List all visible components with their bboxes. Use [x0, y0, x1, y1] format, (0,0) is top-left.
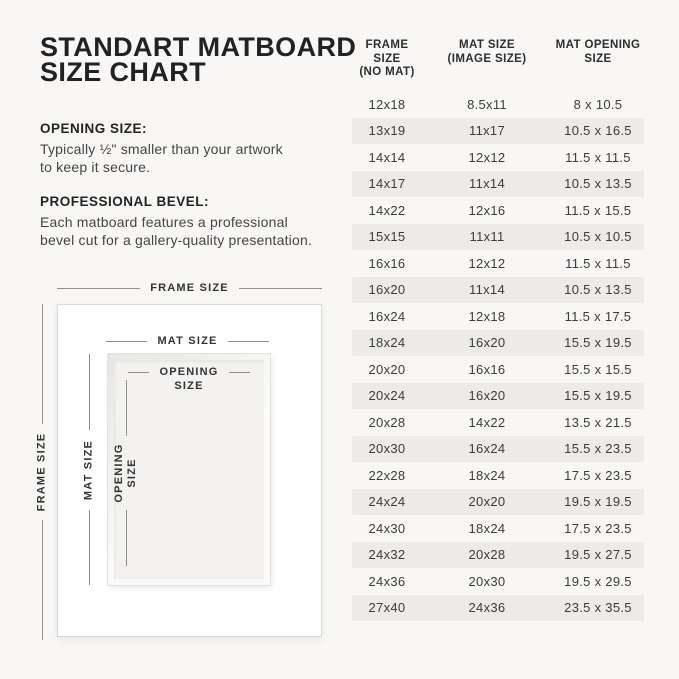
table-cell: 24x30: [368, 520, 406, 536]
rule-line: [126, 380, 127, 436]
frame-size-label-text: FRAME SIZE: [150, 282, 229, 294]
table-cell: 22x28: [368, 467, 406, 483]
frame-size-label-vertical: [34, 304, 50, 640]
table-cell: 10.5 x 13.5: [564, 282, 632, 298]
rule-line: [228, 341, 269, 342]
table-cell: 18x24: [468, 467, 506, 483]
table-cell: 8.5x11: [467, 96, 507, 112]
opening-size-label-text-line1: OPENING: [159, 366, 219, 378]
table-cell: 16x16: [468, 361, 506, 377]
table-row: [352, 224, 644, 251]
table-cell: 19.5 x 27.5: [564, 547, 632, 563]
table-cell: 20x30: [368, 441, 406, 457]
rule-line: [126, 510, 127, 566]
opening-size-label-horizontal: [128, 366, 250, 392]
table-cell: 10.5 x 13.5: [564, 176, 632, 192]
table-cell: 11x17: [469, 123, 505, 139]
table-cell: 18x24: [368, 335, 406, 351]
rule-line: [89, 354, 90, 430]
rule-line: [239, 288, 322, 289]
table-cell: 8 x 10.5: [573, 96, 623, 112]
table-cell: 11.5 x 11.5: [565, 149, 631, 165]
table-row: [352, 595, 644, 622]
table-row: [352, 462, 644, 489]
opening-size-label-vertical: [113, 380, 138, 566]
table-row: [352, 356, 644, 383]
column-header-mat-opening-size: MAT OPENING SIZE: [555, 39, 641, 65]
table-cell: 12x18: [468, 308, 506, 324]
table-cell: 17.5 x 23.5: [564, 520, 632, 536]
table-row: [352, 171, 644, 198]
table-row: [352, 489, 644, 516]
table-cell: 20x28: [468, 547, 506, 563]
table-cell: 13x19: [368, 123, 406, 139]
section-opening-size-body: [40, 141, 340, 176]
table-cell: 16x16: [368, 255, 406, 271]
table-cell: 20x28: [368, 414, 406, 430]
section-opening-size-body-line1: Typically ½" smaller than your artwork: [40, 141, 283, 157]
table-cell: 16x24: [368, 308, 406, 324]
section-opening-size: [40, 121, 340, 176]
table-cell: 14x14: [368, 149, 406, 165]
section-professional-bevel-body: [40, 214, 340, 249]
table-cell: 17.5 x 23.5: [564, 467, 632, 483]
table-cell: 16x20: [468, 388, 506, 404]
mat-size-label-horizontal: [106, 335, 269, 347]
table-cell: 24x24: [368, 494, 406, 510]
table-cell: 15.5 x 19.5: [564, 388, 632, 404]
opening-size-vertical-text: OPENING SIZE: [113, 443, 138, 503]
rule-line: [57, 288, 140, 289]
table-cell: 16x20: [368, 282, 406, 298]
table-cell: 12x16: [468, 202, 506, 218]
table-cell: 24x32: [368, 547, 406, 563]
table-cell: 16x20: [468, 335, 506, 351]
rule-line: [229, 372, 250, 373]
table-row: [352, 409, 644, 436]
table-cell: 11x14: [469, 282, 505, 298]
table-cell: 20x20: [368, 361, 406, 377]
table-cell: 20x24: [368, 388, 406, 404]
section-professional-bevel-body-line1: Each matboard features a professional: [40, 214, 288, 230]
section-opening-size-body-line2: to keep it secure.: [40, 158, 151, 175]
size-table-rows: [352, 91, 644, 621]
table-cell: 15.5 x 19.5: [564, 335, 632, 351]
rule-line: [42, 304, 43, 424]
table-row: [352, 436, 644, 463]
table-row: [352, 118, 644, 145]
size-table-header: [352, 39, 644, 80]
table-cell: 15.5 x 15.5: [564, 361, 632, 377]
table-row: [352, 277, 644, 304]
table-cell: 10.5 x 10.5: [564, 229, 632, 245]
frame-size-label-horizontal: [57, 282, 322, 294]
table-cell: 14x17: [368, 176, 406, 192]
table-cell: 14x22: [468, 414, 506, 430]
page-title: [40, 32, 357, 87]
table-row: [352, 542, 644, 569]
table-row: [352, 515, 644, 542]
table-row: [352, 568, 644, 595]
table-cell: 11x11: [469, 229, 505, 245]
table-cell: 11.5 x 15.5: [564, 202, 632, 218]
table-cell: 15x15: [368, 229, 406, 245]
column-header-frame-size: FRAME SIZE (NO MAT): [359, 39, 415, 78]
table-cell: 15.5 x 23.5: [564, 441, 632, 457]
table-cell: 19.5 x 19.5: [564, 494, 632, 510]
table-row: [352, 383, 644, 410]
table-cell: 18x24: [468, 520, 506, 536]
table-cell: 27x40: [368, 600, 406, 616]
section-professional-bevel-body-line2: bevel cut for a gallery-quality presentation.: [40, 231, 313, 248]
table-row: [352, 330, 644, 357]
frame-size-vertical-text: FRAME SIZE: [35, 432, 48, 512]
table-row: [352, 144, 644, 171]
table-cell: 20x20: [468, 494, 506, 510]
table-cell: 12x18: [368, 96, 406, 112]
mat-size-label-text: MAT SIZE: [157, 335, 218, 347]
table-cell: 12x12: [468, 149, 506, 165]
table-cell: 11.5 x 17.5: [564, 308, 632, 324]
rule-line: [106, 341, 147, 342]
table-cell: 24x36: [468, 600, 506, 616]
table-cell: 20x30: [468, 573, 506, 589]
table-row: [352, 303, 644, 330]
table-cell: 11x14: [469, 176, 505, 192]
section-professional-bevel-heading: PROFESSIONAL BEVEL:: [40, 194, 210, 209]
table-cell: 16x24: [468, 441, 506, 457]
column-header-mat-size: MAT SIZE (IMAGE SIZE): [447, 39, 527, 65]
table-cell: 10.5 x 16.5: [564, 123, 632, 139]
rule-line: [42, 520, 43, 640]
table-row: [352, 197, 644, 224]
mat-size-vertical-text: MAT SIZE: [82, 439, 95, 500]
rule-line: [128, 372, 149, 373]
page-title-line2: SIZE CHART: [40, 57, 206, 87]
section-opening-size-heading: OPENING SIZE:: [40, 121, 148, 136]
table-cell: 11.5 x 11.5: [565, 255, 631, 271]
table-row: [352, 250, 644, 277]
mat-size-label-vertical: [81, 354, 97, 585]
table-cell: 14x22: [368, 202, 406, 218]
table-cell: 12x12: [468, 255, 506, 271]
table-cell: 19.5 x 29.5: [564, 573, 632, 589]
table-cell: 13.5 x 21.5: [564, 414, 632, 430]
section-professional-bevel: [40, 194, 340, 249]
table-cell: 24x36: [368, 573, 406, 589]
opening-size-label-text-line2: SIZE: [174, 380, 204, 392]
page-title-line1: STANDART MATBOARD: [40, 32, 357, 62]
rule-line: [89, 510, 90, 586]
table-cell: 23.5 x 35.5: [564, 600, 632, 616]
table-row: [352, 91, 644, 118]
